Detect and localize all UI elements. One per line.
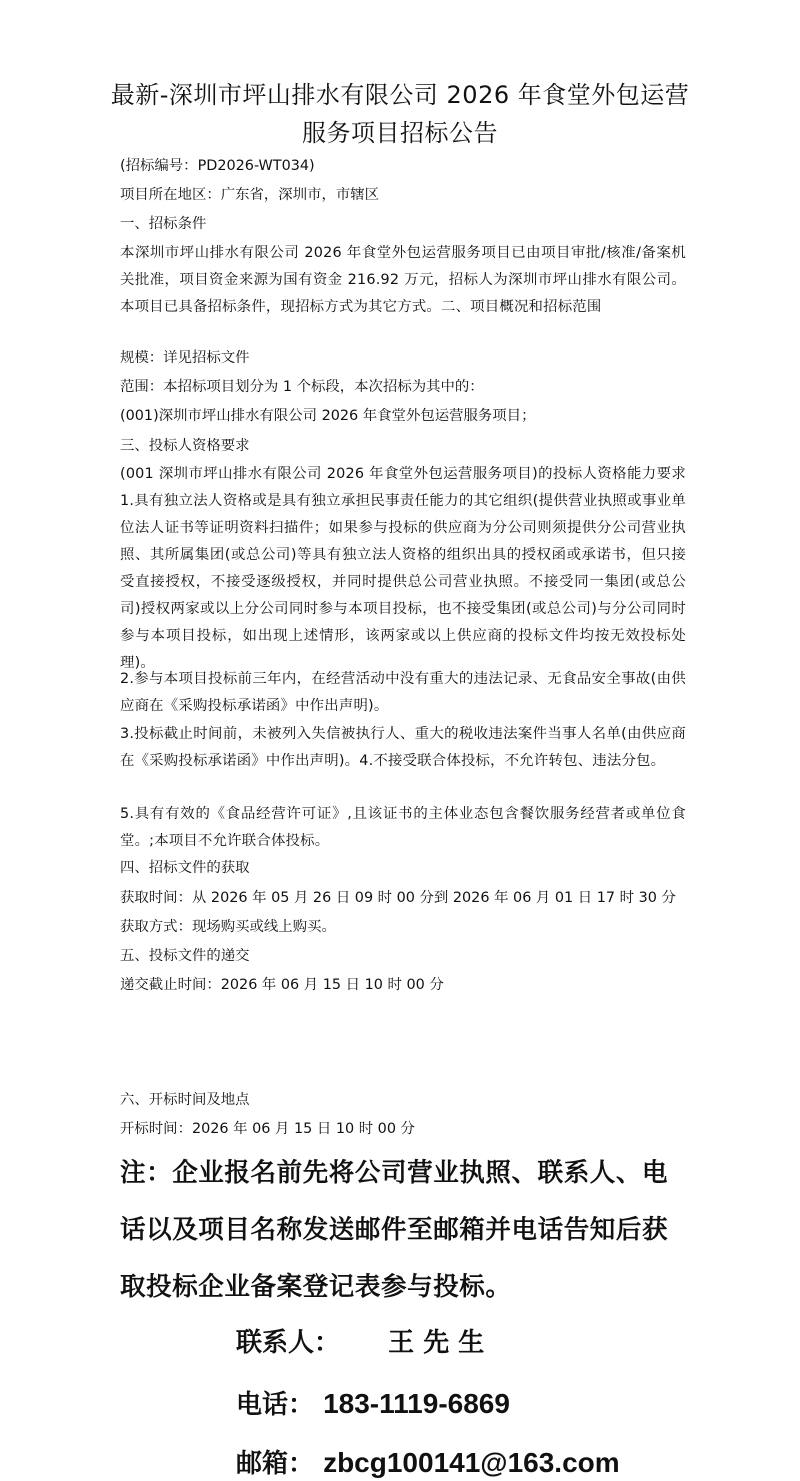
project-region: 项目所在地区：广东省，深圳市，市辖区 xyxy=(120,187,380,203)
scale-line: 规模：详见招标文件 xyxy=(120,350,250,366)
qualification-paragraph-4: 5.具有有效的《食品经营许可证》,且该证书的主体业态包含餐饮服务经营者或单位食堂。;本项目不允许联合体投标。 xyxy=(120,806,686,849)
lot-line: (001)深圳市坪山排水有限公司 2026 年食堂外包运营服务项目； xyxy=(120,408,536,424)
contact-email-row xyxy=(236,1443,620,1480)
contact-email-label: 邮箱： xyxy=(236,1449,315,1479)
title-line-2: 服务项目招标公告 xyxy=(302,119,498,147)
qualification-paragraph-2: 2.参与本项目投标前三年内，在经营活动中没有重大的违法记录、无食品安全事故(由供应商在《采购投标承诺函》中作出声明)。 xyxy=(120,671,686,714)
tender-number: (招标编号：PD2026-WT034) xyxy=(120,158,315,174)
qualification-paragraph-3: 3.投标截止时间前，未被列入失信被执行人、重大的税收违法案件当事人名单(由供应商在《采购投标承诺函》中作出声明)。4.不接受联合体投标，不允许转包、违法分包。 xyxy=(120,726,686,769)
qualification-paragraph-1: (001 深圳市坪山排水有限公司 2026 年食堂外包运营服务项目)的投标人资格能力要求 1.具有独立法人资格或是具有独立承担民事责任能力的其它组织(提供营业执照或事业单位法人证书等证明资料扫描件；如果参与投标的供应商为分公司则须提供分公司营业执照、其所属集团(或总公司)等具有独立法人资格的组织出具的授权函或承诺书，但只接受直接授权，不接受逐级授权，并同时提供总公司营业执照。不接受同一集团(或总公司)授权两家或以上分公司同时参与本项目投标，也不接受集团(或总公司)与分公司同时参与本项目投标，如出现上述情形，该两家或以上供应商的投标文件均按无效投标处理)。 xyxy=(120,466,686,671)
title-line-1: 最新-深圳市坪山排水有限公司 2026 年食堂外包运营 xyxy=(110,81,690,109)
page-title xyxy=(100,76,700,152)
registration-note: 注：企业报名前先将公司营业执照、联系人、电话以及项目名称发送邮件至邮箱并电话告知后获取投标企业备案登记表参与投标。 xyxy=(120,1158,669,1302)
section-1-heading: 一、招标条件 xyxy=(120,216,207,232)
contact-person-label: 联系人： xyxy=(236,1328,341,1358)
acquisition-method: 获取方式：现场购买或线上购买。 xyxy=(120,919,336,935)
contact-phone-label: 电话： xyxy=(236,1390,315,1420)
contact-person-row xyxy=(236,1322,484,1359)
section-1-paragraph: 本深圳市坪山排水有限公司 2026 年食堂外包运营服务项目已由项目审批/核准/备案机关批准，项目资金来源为国有资金 216.92 万元，招标人为深圳市坪山排水有限公司。本项目已具备招标条件，现招标方式为其它方式。二、项目概况和招标范围 xyxy=(120,245,686,315)
opening-time: 开标时间：2026 年 06 月 15 日 10 时 00 分 xyxy=(120,1121,415,1137)
section-5-heading: 五、投标文件的递交 xyxy=(120,948,250,964)
contact-email-address[interactable]: zbcg100141@163.com xyxy=(323,1447,620,1478)
acquisition-time: 获取时间：从 2026 年 05 月 26 日 09 时 00 分到 2026 年 06 月 01 日 17 时 30 分 xyxy=(120,890,676,906)
section-3-heading: 三、投标人资格要求 xyxy=(120,438,250,454)
contact-phone-number[interactable]: 183-1119-6869 xyxy=(323,1388,510,1419)
submission-deadline: 递交截止时间：2026 年 06 月 15 日 10 时 00 分 xyxy=(120,977,444,993)
section-4-heading: 四、招标文件的获取 xyxy=(120,860,250,876)
contact-person-name: 王 先 生 xyxy=(388,1328,485,1358)
section-6-heading: 六、开标时间及地点 xyxy=(120,1092,250,1108)
contact-phone-row xyxy=(236,1384,510,1421)
scope-line: 范围：本招标项目划分为 1 个标段，本次招标为其中的： xyxy=(120,379,484,395)
